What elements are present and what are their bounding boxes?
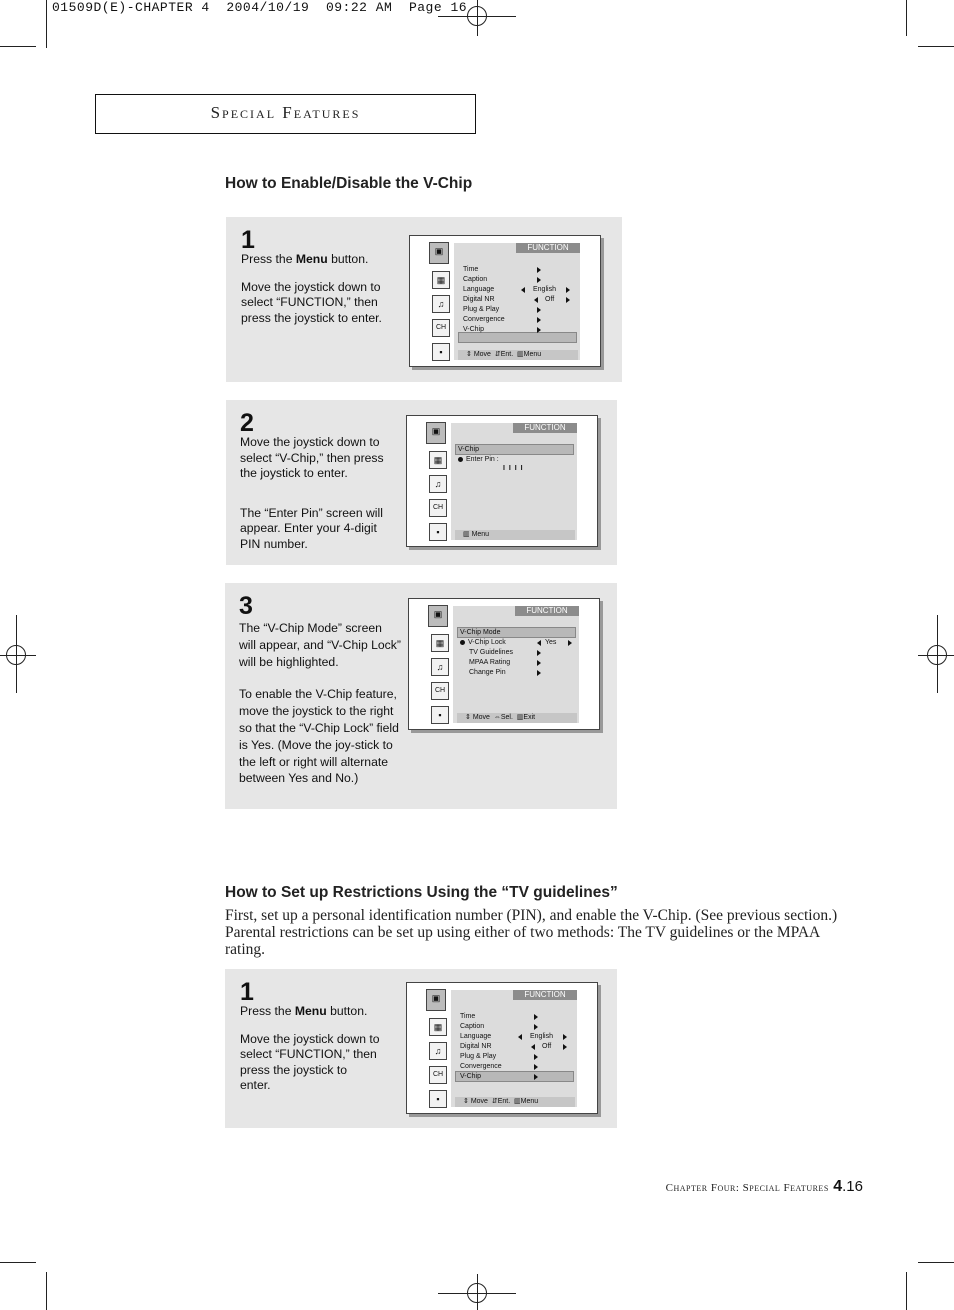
function-menu-screen	[406, 982, 598, 1114]
right-arrow-icon	[534, 1024, 538, 1030]
vchip-mode-screen	[408, 598, 600, 730]
crop-mark	[0, 1262, 36, 1263]
tv-icon: ▣	[426, 989, 446, 1011]
menu-item-vchip: V-Chip	[463, 326, 485, 333]
crop-mark	[918, 46, 954, 47]
left-arrow-icon	[521, 287, 525, 293]
right-arrow-icon	[534, 1074, 538, 1080]
intro-paragraph: First, set up a personal identification number (PIN), and enable the V-Chip. (See previous section.) Parental restrictions can be set up using either of two methods: The TV guidelines or the MPAA rating.	[225, 907, 838, 958]
osd-footer: ▥ Menu	[455, 530, 575, 540]
language-value: English	[530, 1033, 553, 1040]
crop-mark	[906, 0, 907, 36]
step-number: 1	[241, 226, 255, 254]
picture-icon: ▦	[429, 1018, 447, 1036]
menu-item-plug-play: Plug & Play	[460, 1053, 497, 1060]
dnr-value: Off	[545, 296, 555, 303]
crop-mark	[46, 1272, 47, 1310]
menu-item-caption: Caption	[460, 1023, 485, 1030]
tv-icon: ▣	[426, 422, 446, 444]
menu-item-digital-nr: Digital NR	[463, 296, 495, 303]
crop-mark	[46, 0, 47, 48]
vchip-pin-screen	[406, 415, 598, 547]
section-title-box	[95, 94, 476, 134]
footer-chapter-label: Chapter Four: Special Features	[665, 1182, 829, 1194]
pin-mask: I I I I	[503, 465, 524, 472]
menu-item-language: Language	[463, 286, 495, 293]
right-arrow-icon	[566, 297, 570, 303]
channel-icon: CH	[429, 499, 447, 517]
right-arrow-icon	[537, 307, 541, 313]
channel-icon: CH	[431, 682, 449, 700]
menu-item-caption: Caption	[463, 276, 488, 283]
channel-icon: CH	[432, 319, 450, 337]
function-icon: ▪	[431, 706, 449, 724]
step-number: 2	[240, 409, 254, 437]
crop-mark	[906, 1272, 907, 1310]
picture-icon: ▦	[431, 634, 449, 652]
function-icon: ▪	[432, 343, 450, 361]
language-value: English	[533, 286, 556, 293]
left-arrow-icon	[534, 297, 538, 303]
osd-title: FUNCTION	[513, 990, 577, 1000]
left-arrow-icon	[531, 1044, 535, 1050]
menu-item-plug-play: Plug & Play	[463, 306, 500, 313]
enter-pin-row: Enter Pin :	[458, 455, 499, 464]
osd-title: FUNCTION	[515, 606, 579, 616]
menu-item-convergence: Convergence	[463, 316, 505, 323]
crop-mark	[918, 1262, 954, 1263]
osd-title: FUNCTION	[516, 243, 580, 253]
osd-footer: ⇕ Move ⇵Ent. ▥Menu	[455, 1097, 575, 1107]
vchip-header: V-Chip	[458, 446, 480, 453]
sound-icon: ♫	[431, 658, 449, 676]
tv-icon: ▣	[428, 605, 448, 627]
tv-guidelines-heading: How to Set up Restrictions Using the “TV guidelines”	[225, 884, 618, 901]
vchip-lock-row: V-Chip Lock	[460, 638, 506, 647]
page-number: 4.16	[833, 1178, 863, 1195]
step-text: Press the Menu button. Move the joystick down to select “FUNCTION,” then press the joystick to enter.	[241, 252, 382, 325]
page-footer	[560, 1178, 863, 1196]
osd-footer: ⇕ Move ⇔Sel. ▥Exit	[457, 713, 577, 723]
menu-item-time: Time	[463, 266, 479, 273]
step-text: Move the joystick down to select “V-Chip,” then press the joystick to enter. The “Enter Pin” screen will appear. Enter your 4-digit PIN number.	[240, 435, 384, 551]
right-arrow-icon	[534, 1064, 538, 1070]
right-arrow-icon	[534, 1054, 538, 1060]
picture-icon: ▦	[429, 451, 447, 469]
function-menu-screen	[409, 235, 601, 367]
sound-icon: ♫	[432, 295, 450, 313]
right-arrow-icon	[566, 287, 570, 293]
vchip-mode-header: V-Chip Mode	[460, 629, 501, 636]
osd-footer: ⇕ Move ⇵Ent. ▥Menu	[458, 350, 578, 360]
sound-icon: ♫	[429, 475, 447, 493]
printer-slug: 01509D(E)-CHAPTER 4 2004/10/19 09:22 AM Page 16	[52, 0, 468, 15]
right-arrow-icon	[534, 1014, 538, 1020]
right-arrow-icon	[537, 327, 541, 333]
step-number: 3	[239, 592, 253, 620]
left-arrow-icon	[537, 640, 541, 646]
section-title: Special Features	[210, 103, 361, 122]
menu-item-mpaa-rating: MPAA Rating	[469, 659, 511, 666]
left-arrow-icon	[518, 1034, 522, 1040]
right-arrow-icon	[563, 1044, 567, 1050]
crop-mark	[0, 46, 36, 47]
function-icon: ▪	[429, 523, 447, 541]
menu-item-language: Language	[460, 1033, 492, 1040]
right-arrow-icon	[537, 317, 541, 323]
sound-icon: ♫	[429, 1042, 447, 1060]
channel-icon: CH	[429, 1066, 447, 1084]
vchip-heading: How to Enable/Disable the V-Chip	[225, 175, 473, 192]
radio-dot-icon	[460, 640, 465, 645]
dnr-value: Off	[542, 1043, 552, 1050]
menu-item-digital-nr: Digital NR	[460, 1043, 492, 1050]
step-text: The “V-Chip Mode” screen will appear, and “V-Chip Lock” will be highlighted. To enable the V-Chip feature, move the joystick to the right so that the “V-Chip Lock” field is Yes. (Move the joy-stick to the left or right will alternate between Yes and No.)	[239, 621, 401, 786]
right-arrow-icon	[537, 660, 541, 666]
menu-item-time: Time	[460, 1013, 476, 1020]
picture-icon: ▦	[432, 271, 450, 289]
radio-dot-icon	[458, 457, 463, 462]
vchip-lock-value: Yes	[545, 639, 557, 646]
right-arrow-icon	[568, 640, 572, 646]
function-icon: ▪	[429, 1090, 447, 1108]
step-text: Press the Menu button. Move the joystick down to select “FUNCTION,” then press the joystick to enter.	[240, 1004, 380, 1092]
step-number: 1	[240, 978, 254, 1006]
tv-icon: ▣	[429, 242, 449, 264]
right-arrow-icon	[537, 670, 541, 676]
osd-title: FUNCTION	[513, 423, 577, 433]
menu-item-change-pin: Change Pin	[469, 669, 506, 676]
right-arrow-icon	[563, 1034, 567, 1040]
right-arrow-icon	[537, 650, 541, 656]
right-arrow-icon	[537, 277, 541, 283]
right-arrow-icon	[537, 267, 541, 273]
menu-item-tv-guidelines: TV Guidelines	[469, 649, 513, 656]
menu-item-vchip: V-Chip	[460, 1073, 482, 1080]
menu-item-convergence: Convergence	[460, 1063, 502, 1070]
